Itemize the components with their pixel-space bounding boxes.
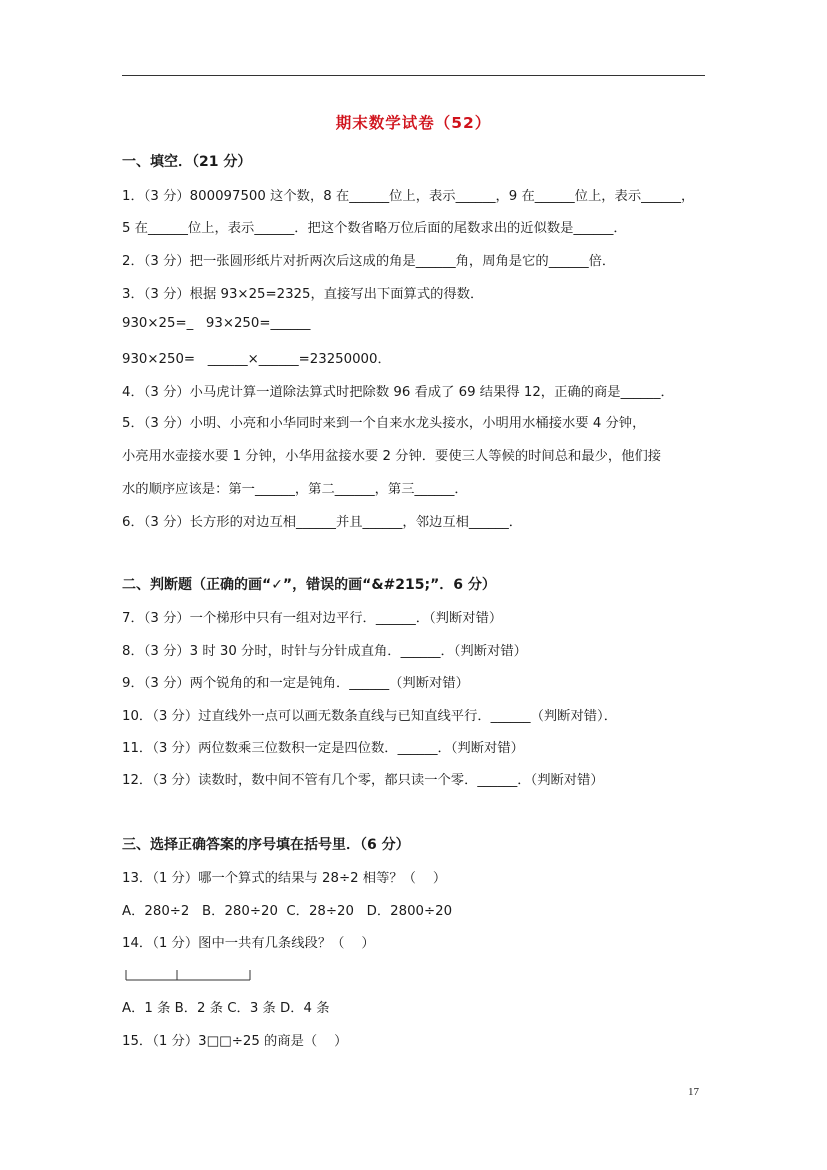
- question-line: 1．（3 分）800097500 这个数，8 在______位上，表示______，9 在______位上，表示______，: [122, 189, 695, 204]
- question-line: 10．（3 分）过直线外一点可以画无数条直线与已知直线平行．______（判断对错）．: [122, 709, 617, 724]
- question-line: 小亮用水壶接水要 1 分钟，小华用盆接水要 2 分钟．要使三人等候的时间总和最少，他们接: [122, 449, 662, 464]
- page-title: 期末数学试卷（52）: [335, 114, 492, 132]
- question-line: 4．（3 分）小马虎计算一道除法算式时把除数 96 看成了 69 结果得 12，正确的商是______．: [122, 385, 674, 400]
- question-line: 8．（3 分）3 时 30 分时，时针与分针成直角．______．（判断对错）: [122, 644, 527, 659]
- question-line: 15．（1 分）3□□÷25 的商是（ ）: [122, 1034, 348, 1049]
- question-line: A．1 条 B．2 条 C．3 条 D．4 条: [122, 1001, 330, 1016]
- question-line: 5．（3 分）小明、小亮和小华同时来到一个自来水龙头接水，小明用水桶接水要 4 分钟，: [122, 416, 646, 431]
- question-line: 7．（3 分）一个梯形中只有一组对边平行．______．（判断对错）: [122, 611, 503, 626]
- question-line: 930×25=_ 93×250=______: [122, 316, 311, 331]
- question-line: 11．（3 分）两位数乘三位数积一定是四位数．______．（判断对错）: [122, 741, 524, 756]
- question-line: 9．（3 分）两个锐角的和一定是钝角．______（判断对错）: [122, 676, 469, 691]
- page-number: 17: [688, 1086, 699, 1098]
- question-line: 12．（3 分）读数时，数中间不管有几个零，都只读一个零．______．（判断对错）: [122, 773, 604, 788]
- question-line: 13．（1 分）哪一个算式的结果与 28÷2 相等？（ ）: [122, 871, 447, 886]
- question-line: 2．（3 分）把一张圆形纸片对折两次后这成的角是______角，周角是它的______倍．: [122, 254, 616, 269]
- question-line: 3．（3 分）根据 93×25=2325，直接写出下面算式的得数．: [122, 287, 484, 302]
- question-line: 930×250= ______×______=23250000．: [122, 352, 391, 367]
- section-true-false-heading: 二、判断题（正确的画“✓”，错误的画“&#215;”．6 分）: [122, 577, 496, 593]
- line-segment-figure: [125, 968, 251, 982]
- question-line: 水的顺序应该是：第一______，第二______，第三______．: [122, 482, 468, 497]
- section-multiple-choice-heading: 三、选择正确答案的序号填在括号里．（6 分）: [122, 837, 410, 853]
- question-line: A．280÷2 B．280÷20 C．28÷20 D．2800÷20: [122, 904, 453, 919]
- header-rule: [122, 75, 705, 76]
- section-fill-blank-heading: 一、填空．（21 分）: [122, 154, 252, 170]
- question-line: 6．（3 分）长方形的对边互相______并且______，邻边互相______．: [122, 515, 523, 530]
- question-line: 5 在______位上，表示______．把这个数省略万位后面的尾数求出的近似数是______．: [122, 221, 627, 236]
- question-line: 14．（1 分）图中一共有几条线段？（ ）: [122, 936, 375, 951]
